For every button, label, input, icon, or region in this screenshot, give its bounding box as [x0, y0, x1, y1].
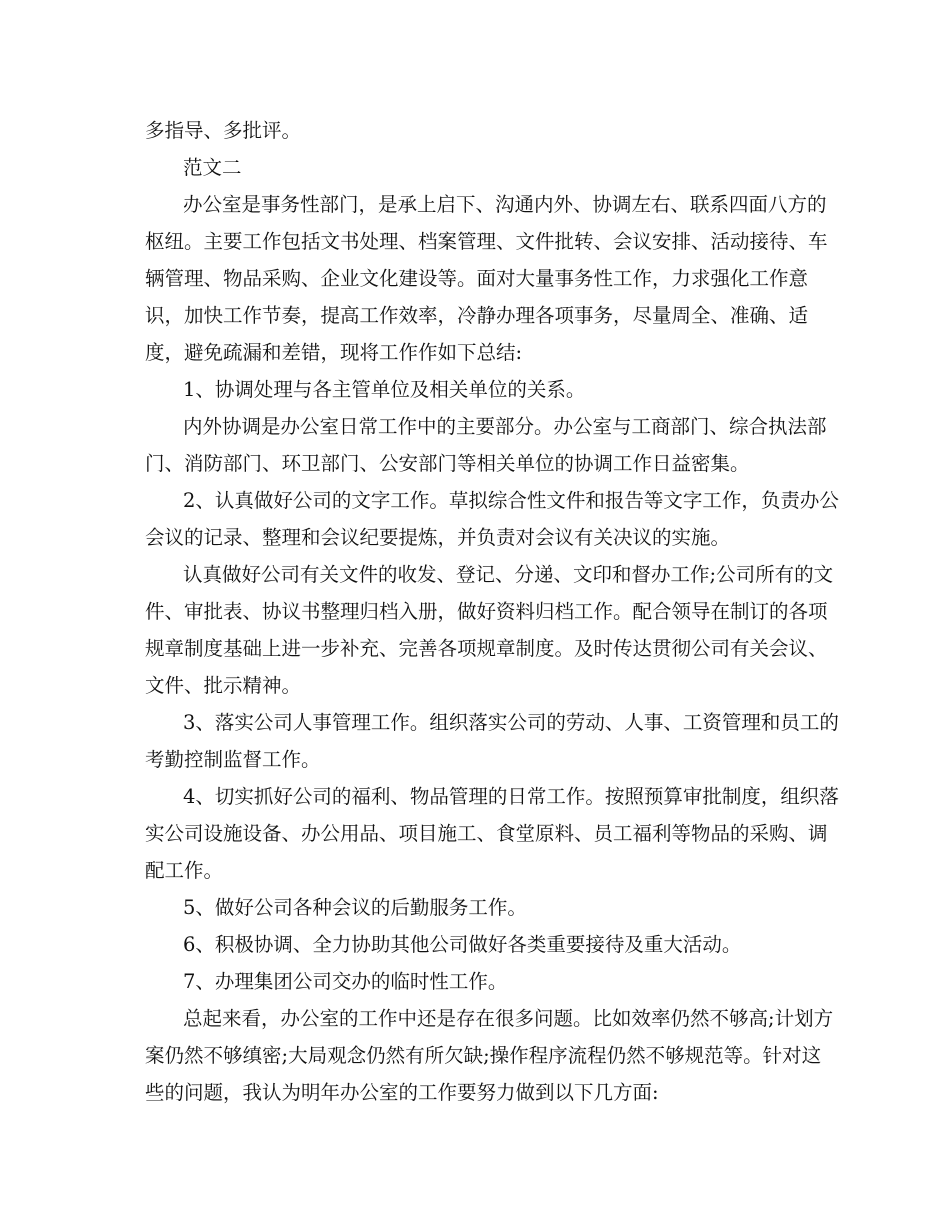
- text-line: 配工作。: [145, 859, 224, 882]
- list-item-heading: 5、做好公司各种会议的后勤服务工作。: [183, 896, 527, 919]
- document-body: [145, 112, 839, 1111]
- text-line: 件、审批表、协议书整理归档入册，做好资料归档工作。配合领导在制订的各项: [145, 600, 828, 623]
- text-line: 会议的记录、整理和会议纪要提炼，并负责对会议有关决议的实施。: [145, 526, 731, 549]
- text-line: 总起来看，办公室的工作中还是存在很多问题。比如效率仍然不够高;计划方: [183, 1007, 834, 1030]
- text-line: 些的问题，我认为明年办公室的工作要努力做到以下几方面:: [145, 1081, 659, 1104]
- list-item-heading: 4、切实抓好公司的福利、物品管理的日常工作。按照预算审批制度，组织落: [183, 785, 839, 808]
- list-item-heading: 7、办理集团公司交办的临时性工作。: [183, 970, 508, 993]
- list-item-heading: 1、协调处理与各主管单位及相关单位的关系。: [183, 378, 586, 401]
- text-line: 案仍然不够缜密;大局观念仍然有所欠缺;操作程序流程仍然不够规范等。针对这: [145, 1044, 822, 1067]
- list-item-heading: 6、积极协调、全力协助其他公司做好各类重要接待及重大活动。: [183, 933, 742, 956]
- text-line: 内外协调是办公室日常工作中的主要部分。办公室与工商部门、综合执法部: [183, 415, 827, 438]
- text-line: 识，加快工作节奏，提高工作效率，冷静办理各项事务，尽量周全、准确、适: [145, 304, 809, 327]
- text-line: 规章制度基础上进一步补充、完善各项规章制度。及时传达贯彻公司有关会议、: [145, 637, 828, 660]
- text-line: 办公室是事务性部门，是承上启下、沟通内外、协调左右、联系四面八方的: [183, 193, 827, 216]
- text-line: 度，避免疏漏和差错，现将工作作如下总结:: [145, 341, 523, 364]
- text-line: 实公司设施设备、办公用品、项目施工、食堂原料、员工福利等物品的采购、调: [145, 822, 828, 845]
- section-heading: 范文二: [183, 156, 242, 179]
- text-line: 枢纽。主要工作包括文书处理、档案管理、文件批转、会议安排、活动接待、车: [145, 230, 828, 253]
- text-line: 考勤控制监督工作。: [145, 748, 321, 771]
- text-line: 文件、批示精神。: [145, 674, 302, 697]
- text-line: 门、消防部门、环卫部门、公安部门等相关单位的协调工作日益密集。: [145, 452, 750, 475]
- text-line: 多指导、多批评。: [145, 119, 302, 142]
- text-line: 认真做好公司有关文件的收发、登记、分递、文印和督办工作;公司所有的文: [183, 563, 834, 586]
- list-item-heading: 2、认真做好公司的文字工作。草拟综合性文件和报告等文字工作，负责办公: [183, 489, 839, 512]
- text-line: 辆管理、物品采购、企业文化建设等。面对大量事务性工作，力求强化工作意: [145, 267, 809, 290]
- list-item-heading: 3、落实公司人事管理工作。组织落实公司的劳动、人事、工资管理和员工的: [183, 711, 839, 734]
